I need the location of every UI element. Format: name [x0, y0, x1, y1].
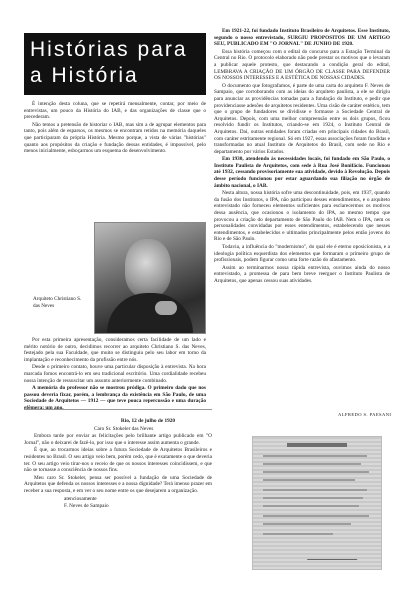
letter-paragraph-3: Meu caro Sr. Stokeler, pensa ser possível a fundação de uma Sociedade de Arquitetos que defenda os nossos interesses e a nossa dignidade? Terá imenso prazer em receber a sua resposta, e em ver o seu nome entre os que desejarem a organização. — [24, 474, 212, 494]
letter-closing: atenciosamente — [64, 495, 97, 502]
history-paragraph-2: Essa história começou com o edital do concurso para a Estação Terminal da Central no Rio. O protocolo elaborado não pode prestar os motivos que o levaram a publicar aquele protesto, que destacando a condição geral do edital, LEMBRAVA A CRIAÇÃO DE UM ÓRGÃO DE CLASSE PARA DEFENDER OS NOSSOS INTERESSES E A ESTÉTICA DE NOSSAS CIDADES. — [214, 48, 390, 82]
history-paragraph-5: Nesta altura, nossa história sofre uma descontinuidade, pois, em 1937, quando da fusão dos Institutos, o IPA, não participou desses entendimentos, e o arquiteto entrevistado não forneceu elementos suficientes para esclarecermos os motivos dessa ausência, que ocasionou o isolamento do IPA, ao mesmo tempo que provocou a criação do departamento de São Paulo do IAB. Nem o IPA, nem os personalidades convidadas por esses entendimentos, estabelecendo que nesses entendimentos, e estabelecidos e ultimados principalmente pelos então jovens do Rio e de São Paulo. — [214, 190, 390, 243]
intro-paragraph-2: Não temos a pretensão de historiar o IAB, mas sim a de agrupar elementos para tanto, pois além de esparsos, os mesmos se encontram retidos na memória daqueles que participaram da própria História. Mesmo porque, a vista de várias "histórias" quanto aos propósitos da criação e fundação dessas entidades, é impossível, pelo menos inicialmente, esboçarmos um esquema do desenvolvimento. — [24, 121, 206, 155]
history-paragraph-4: Em 1930, atendendo às necessidades locais, foi fundado em São Paulo, o Instituto Paulista de Arquitetos, com sede à Rua José Bonifácio. Funcionou até 1932, cessando provisoriamente sua atividade, devido à Revolução. Depois desse período funcionou por estar aguardando sua filiação no órgão de âmbito nacional, o IAB. — [214, 156, 390, 189]
page-title-line-2: a História — [30, 64, 139, 87]
letter-date: Rio, 12 de julho de 1920 — [120, 418, 176, 424]
letter-salutation: Caro Sr. Stokeler das Neves — [94, 425, 154, 432]
interview-paragraph-3: A memória do professor não se mostrou pródiga. O primeiro dado que nos passou deveria fixar, porém, a lembrança da existência em São Paulo, de uma Sociedade de Arquitetos — 1912 — que teve pouca repercussão e uma duração efêmera; um ano. — [24, 385, 206, 411]
letter-facsimile-image — [252, 436, 382, 570]
intro-paragraph-1: É intenção desta coluna, que se repetirá mensalmente, contar, por meio de entrevistas, um pouco da História do IAB, e das organizações de classe que o precederam. — [24, 101, 206, 121]
intro-column — [24, 101, 206, 156]
letter-signature: F. Neves de Sampaio — [64, 503, 109, 510]
history-column — [214, 28, 390, 286]
letter-transcript — [24, 418, 212, 511]
interview-paragraph-2: Desde o primeiro contato, houve uma particular disposição à entrevista. Na hora marcada fomos encontrá-lo em seu tradicional escritório. Uma cordialidade recebeu nossa intenção de ressuscitar um assunto anteriormente combinado. — [24, 364, 206, 384]
section-title-box — [24, 33, 206, 95]
article-author: ALFREDO S. PAESANI — [338, 412, 392, 417]
section-divider — [24, 409, 212, 410]
letter-paragraph-1: Embora tarde por enviar as felicitações pelo brilhante artigo publicado em "O Jornal", não o deixarei de fazê-lo, por isso que o interesse assim aumenta o grande. — [24, 433, 212, 446]
history-paragraph-7: Assim ao terminarmos nossa rápida entrevista, ouvimos ainda do nosso entrevistado, a promessa de para bem breve reerguer o Instituto Paulista de Arquitetos, que apenas cessou suas atividades. — [214, 264, 390, 284]
interview-paragraph-1: Por esta primeira apresentação, consideramos certa facilidade de um lado e mérito notório de outro, decidimos recorrer ao arquiteto Christiano S. das Neves, festejado pela sua Faculdade, que muito se distinguiu pelo seu labor em torno da implantação e reconhecimento da profissão entre nós. — [24, 337, 206, 363]
photo-caption: Arquiteto Christiano S. das Neves — [33, 296, 82, 309]
history-paragraph-1: Em 1921-22, foi fundado Instituto Brasileiro de Arquitetos. Esse Instituto, segundo o nosso entrevistado, SURGIU PROPOSITOS DE UM ARTIGO SEU, PUBLICADO EM "O JORNAL" DE JUNHO DE 1920. — [214, 28, 390, 48]
page-title-line-1: Histórias para — [30, 38, 188, 61]
history-paragraph-6: Todavia, a influência do "modernismo", do qual ele é eterno oposicionista, e a ideologia política esquerdista dos elementos que formaram o primeiro grupo de profissionais, podem figurar como uma forte razão do afastamento. — [214, 244, 390, 264]
interview-column — [24, 337, 206, 413]
letter-paragraph-2: É que, ao trocarmos ideias sobre a futura Sociedade de Arquitetos Brasileiros e residentes no Brasil. O seu artigo veio bem, porém cedo, que é exatamente o que deveria ter. O seu artigo veio tirar-nos o receio de que os nossos interesses coincidissem, e que não se tornasse a consciência de nossos fins. — [24, 447, 212, 474]
architect-portrait-photo — [94, 222, 206, 334]
history-paragraph-3: O documento que fotografamos, é parte de uma carta do arquiteto F. Neves de Sampaio, que corroborando com as ideias do arquiteto paulista, a ele se dirigiu para anunciar as providências tomadas para a fundação do Instituto, e pedir que providenciasse adesões de arquitetos residentes. Uma cisão de caráter estético, tem que o grupo de fundadores se dividisse e formasse a Sociedade Central de Arquitetos. Depois, com uma melhor compreensão entre os dois grupos, ficou resolvido fundir os Institutos, criando-se em 1924, o Instituto Central de Arquitetos. Daí, outras entidades foram criadas em principais cidades do Brasil, com caráter estritamente regional. Só em 1927, essas associações foram fundidas e transformadas no atual Instituto de Arquitetos do Brasil, com sede no Rio e departamento por vários Estados. — [214, 82, 390, 155]
